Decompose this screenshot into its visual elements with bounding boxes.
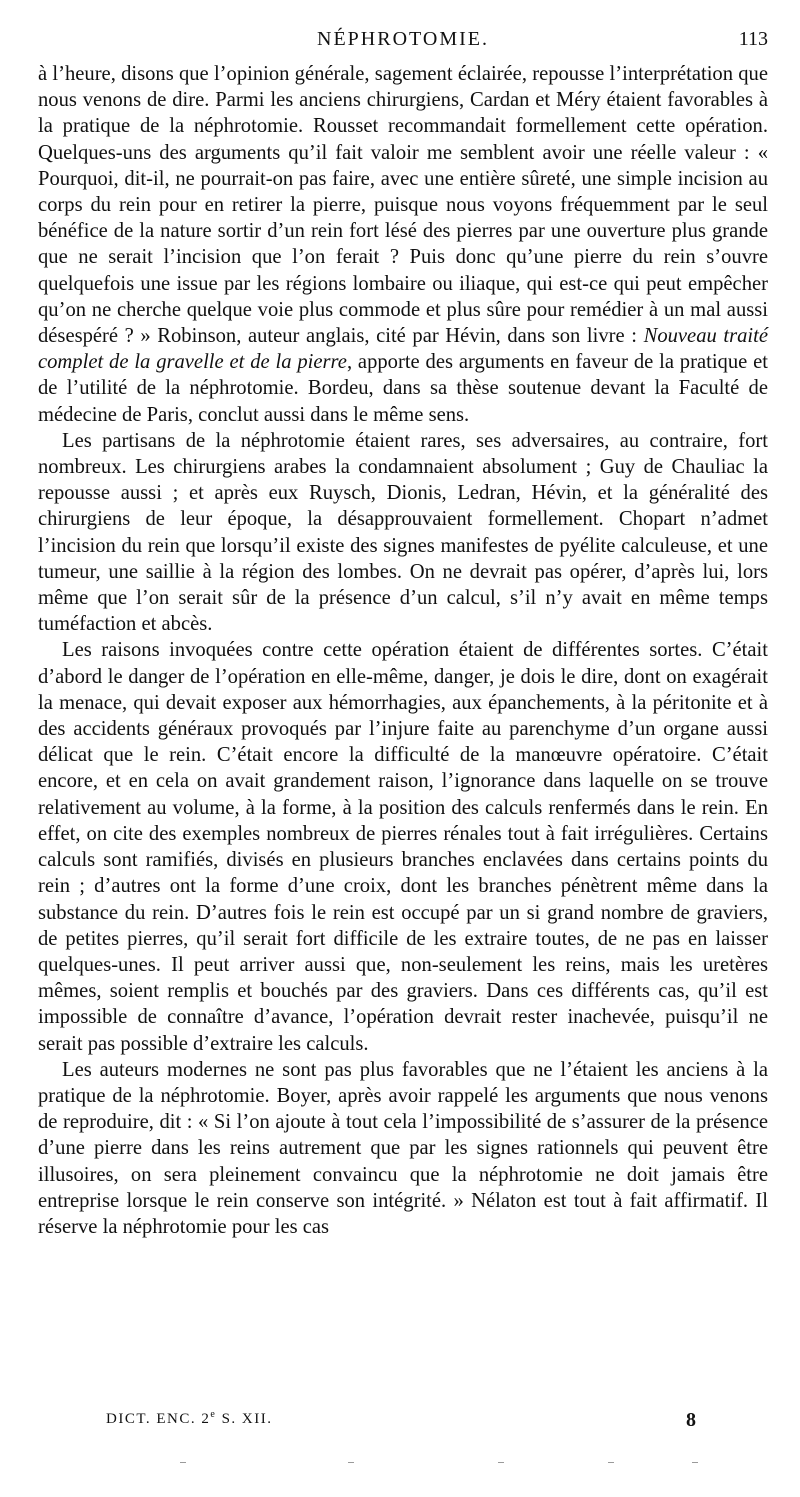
paragraph-3: Les raisons invoquées contre cette opération étaient de différentes sortes. C’était d’abord le danger de l’opération en elle-même, danger, je dois le dire, dont on exagérait la menace, qui devait exposer aux hémorrhagies, aux épanchements, à la péritonite et à des accidents généraux provoqués par l’injure faite au parenchyme d’un organe aussi délicat que le rein. C’était encore la difficulté de la manœuvre opératoire. C’était encore, et en cela on avait grandement raison, l’ignorance dans laquelle on se trouve relativement au volume, à la forme, à la position des calculs renfermés dans le rein. En effet, on cite des exemples nombreux de pierres rénales tout à fait irrégulières. Certains calculs sont ramifiés, divisés en plusieurs branches enclavées dans certains points du rein ; d’autres ont la forme d’une croix, dont les branches pénètrent même dans la substance du rein. D’autres fois le rein est occupé par un si grand nombre de graviers, de petites pierres, qu’il serait fort difficile de les extraire toutes, de ne pas en laisser quelques-unes. Il peut arriver aussi que, non-seulement les reins, mais les uretères mêmes, soient remplis et bouchés par des graviers. Dans ces différents cas, qu’il est impossible de connaître d’avance, l’opération devrait rester inachevée, puisqu’il ne serait pas possible d’extraire les calculs.	[38, 639, 768, 1055]
paragraph-4: Les auteurs modernes ne sont pas plus favorables que ne l’étaient les anciens à la pratique de la néphrotomie. Boyer, après avoir rappelé les arguments que nous venons de reproduire, dit : « Si l’on ajoute à tout cela l’impossibilité de s’assurer de la présence d’une pierre dans les reins autrement que par les signes rationnels qui peuvent être illusoires, on sera pleinement convaincu que la néphrotomie ne doit jamais être entreprise lorsque le rein conserve son intégrité. » Nélaton est tout à fait affirmatif. Il réserve la néphrotomie pour les cas	[38, 1058, 768, 1238]
book-title-italic: Nouveau traité complet de la gravelle et de la pierre	[38, 325, 768, 374]
scan-artifacts	[180, 1462, 700, 1466]
signature-mark: 8	[686, 1409, 696, 1431]
signature-superscript: e	[210, 1409, 217, 1420]
printer-signature	[106, 1409, 273, 1428]
scan-speck	[692, 1462, 698, 1463]
running-head	[38, 28, 768, 58]
running-title: NÉPHROTOMIE.	[317, 28, 489, 50]
signature-prefix: DICT. ENC. 2	[106, 1411, 211, 1427]
scan-speck	[608, 1462, 614, 1463]
body-text	[38, 61, 768, 1240]
paragraph-1	[38, 61, 768, 428]
paragraph-1-text-a: à l’heure, disons que l’opinion générale, sagement éclairée, repousse l’interprétation que nous venons de dire. Parmi les anciens chirurgiens, Cardan et Méry étaient favorables à la pratique de la néphrotomie. Rousset recommandait formellement cette opération. Quelques-uns des arguments qu’il fait valoir me semblent avoir une réelle valeur : « Pourquoi, dit-il, ne pourrait-on pas faire, avec une entière sûreté, une simple incision au corps du rein pour en retirer la pierre, puisque nous voyons fréquemment par le seul bénéfice de la nature sortir d’un rein fort lésé des pierres par une ouverture plus grande que ne serait l’incision que l’on ferait ? Puis donc qu’une pierre du rein s’ouvre quelquefois une issue par les régions lombaire ou iliaque, qui est-ce qui peut empêcher qu’on ne cherche quelque voie plus commode et plus sûre pour remédier à un mal aussi désespéré ? » Robinson, auteur anglais, cité par Hévin, dans son livre :	[38, 63, 768, 348]
scan-speck	[498, 1462, 504, 1463]
paragraph-1-text-b: , apporte des arguments en faveur de la pratique et de l’utilité de la néphrotomie. Bordeu, dans sa thèse soutenue devant la Faculté de médecine de Paris, conclut aussi dans le même sens.	[38, 351, 768, 426]
page-footer	[106, 1409, 696, 1439]
signature-suffix: S. XII.	[216, 1411, 273, 1427]
scan-speck	[180, 1462, 186, 1463]
paragraph-2: Les partisans de la néphrotomie étaient rares, ses adversaires, au contraire, fort nombreux. Les chirurgiens arabes la condamnaient absolument ; Guy de Chauliac la repousse aussi ; et après eux Ruysch, Dionis, Ledran, Hévin, et la généralité des chirurgiens de leur époque, la désapprouvaient formellement. Chopart n’admet l’incision du rein que lorsqu’il existe des signes manifestes de pyélite calculeuse, et une tumeur, une saillie à la région des lombes. On ne devrait pas opérer, d’après lui, lors même que l’on serait sûr de la présence d’un calcul, s’il n’y avait en même temps tuméfaction et abcès.	[38, 429, 768, 636]
page-number: 113	[738, 28, 768, 50]
scan-speck	[348, 1462, 354, 1463]
